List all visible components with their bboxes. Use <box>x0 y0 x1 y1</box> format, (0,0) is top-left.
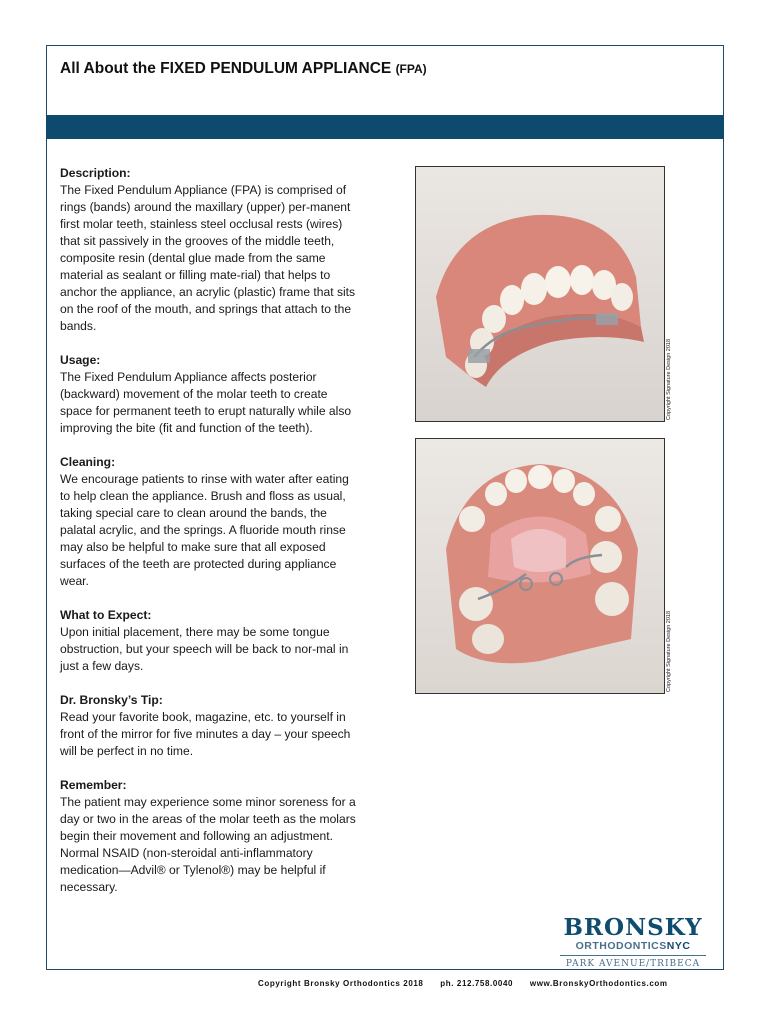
appliance-side-view-photo <box>415 166 665 422</box>
title-suffix: (FPA) <box>395 62 427 76</box>
section-text: Upon initial placement, there may be some tongue obstruction, but your speech will be back to nor-mal in just a few days. <box>60 625 349 673</box>
dental-model-occlusal-illustration <box>416 439 664 693</box>
logo-sub-orthodontics: ORTHODONTICS <box>575 940 667 952</box>
section-text: We encourage patients to rinse with water after eating to help clean the appliance. Brush and floss as usual, taking special care to clean around the bands, the palatal acrylic, and the springs. A fluoride mouth rinse may also be helpful to make sure that all exposed surfaces of the teeth are protected during appliance wear. <box>60 472 349 588</box>
section-what-to-expect <box>60 607 360 675</box>
section-text: Read your favorite book, magazine, etc. to yourself in front of the mirror for five minutes a day – your speech will be perfect in no time. <box>60 710 351 758</box>
section-heading: Remember: <box>60 778 127 792</box>
section-text: The Fixed Pendulum Appliance (FPA) is comprised of rings (bands) around the maxillary (upper) per-manent first molar teeth, stainless steel occlusal rests (wires) that sit passively in the grooves of the middle teeth, composite resin (dental glue made from the same material as sealant or filling mate-rial) that helps to anchor the appliance, an acrylic (plastic) frame that sits on the roof of the mouth, and springs that attach to the bands. <box>60 183 356 333</box>
section-heading: Dr. Bronsky’s Tip: <box>60 693 163 707</box>
section-tip <box>60 692 360 760</box>
section-cleaning <box>60 454 360 590</box>
page-footer <box>258 979 682 988</box>
content-column <box>60 165 360 913</box>
page-title <box>60 60 427 78</box>
footer-copyright: Copyright Bronsky Orthodontics 2018 <box>258 979 424 988</box>
section-heading: Description: <box>60 166 131 180</box>
section-remember <box>60 777 360 896</box>
footer-phone: ph. 212.758.0040 <box>440 979 514 988</box>
logo-location: PARK AVENUE/TRIBECA <box>565 959 701 969</box>
title-main: All About the FIXED PENDULUM APPLIANCE <box>60 60 392 77</box>
dental-model-side-illustration <box>416 167 664 421</box>
section-heading: Cleaning: <box>60 455 116 469</box>
section-usage <box>60 352 360 437</box>
footer-website[interactable]: www.BronskyOrthodontics.com <box>529 979 668 988</box>
section-heading: Usage: <box>60 353 101 367</box>
header-band <box>46 115 724 139</box>
section-text: The Fixed Pendulum Appliance affects posterior (backward) movement of the molar teeth to create space for permanent teeth to erupt naturally while also improving the bite (fit and function of the teeth). <box>60 370 352 435</box>
appliance-occlusal-view-photo <box>415 438 665 694</box>
bronsky-logo <box>558 916 708 969</box>
section-text: The patient may experience some minor soreness for a day or two in the areas of the molar teeth as the molars begin their movement and following an adjustment. Normal NSAID (non-steroidal anti-inflammatory medication—Advil® or Tylenol®) may be helpful if necessary. <box>60 795 356 894</box>
logo-subtitle <box>560 940 706 956</box>
section-description <box>60 165 360 335</box>
photo-credit: Copyright Signature Design 2018 <box>666 338 672 420</box>
section-heading: What to Expect: <box>60 608 152 622</box>
photo-credit: Copyright Signature Design 2018 <box>666 610 672 692</box>
logo-name: BRONSKY <box>563 914 703 941</box>
logo-sub-nyc: NYC <box>666 940 691 952</box>
